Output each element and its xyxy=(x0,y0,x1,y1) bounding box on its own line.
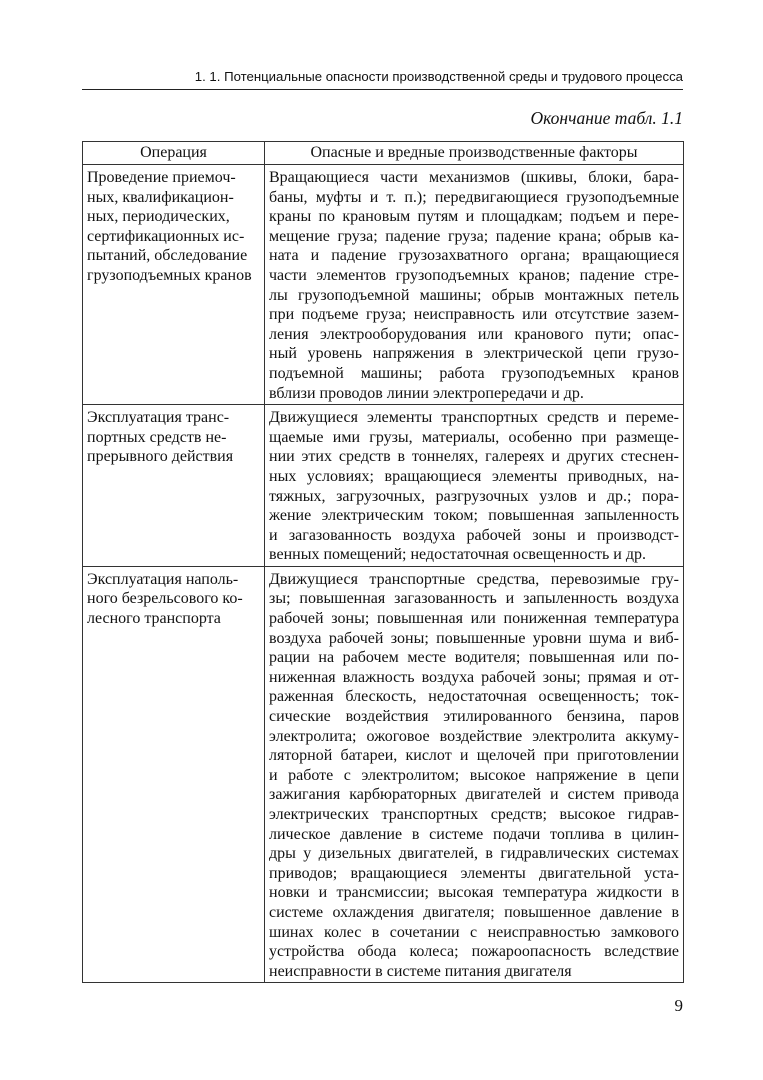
factors-line: зажигания карбюраторных двигателей и систем привода xyxy=(269,786,679,804)
factors-line: вблизи проводов линии электропередачи и др. xyxy=(269,384,584,402)
operation-line: пытаний, обследование xyxy=(87,247,248,265)
header-rule xyxy=(82,89,683,90)
operation-cell xyxy=(83,405,265,567)
operation-line: портных средств не- xyxy=(87,428,227,446)
factors-line: тяжных, загрузочных, разгрузочных узлов и др.; пора- xyxy=(269,487,679,505)
factors-line: сические воздействия этилированного бензина, паров xyxy=(269,708,679,726)
factors-line: баны, муфты и т. п.); передвигающиеся грузоподъемные xyxy=(269,188,679,206)
factors-line: мещение груза; падение груза; падение крана; обрыв ка- xyxy=(269,227,679,245)
factors-line: системе охлаждения двигателя; повышенное давление в xyxy=(269,903,679,921)
factors-line: раженная блескость, недостаточная освещенность; ток- xyxy=(269,688,679,706)
table-header-row xyxy=(83,142,684,165)
factors-line: нии этих средств в тоннелях, галереях и других стеснен- xyxy=(269,448,679,466)
factors-line: и работе с электролитом; высокое напряжение в цепи xyxy=(269,766,679,784)
column-header-operation: Операция xyxy=(83,142,265,165)
factors-line: краны по крановым путям и площадкам; подъем и пере- xyxy=(269,208,679,226)
factors-line: электрических транспортных средств; высокое гидрав- xyxy=(269,806,679,823)
operation-line: Проведение приемоч- xyxy=(87,169,236,186)
operation-line: сертификационных ис- xyxy=(87,227,245,245)
factors-line: ных условиях; вращающиеся элементы приводных, на- xyxy=(269,467,679,485)
operation-line: ных, периодических, xyxy=(87,208,230,226)
factors-cell xyxy=(265,165,684,405)
factors-line: дры у дизельных двигателей, в гидравлических системах xyxy=(269,845,679,863)
factors-line: лы грузоподъемной машины; обрыв монтажных петель xyxy=(269,286,679,304)
factors-line: и загазованность воздуха рабочей зоны и производст- xyxy=(269,526,679,544)
table-row xyxy=(83,566,684,982)
factors-line: электролита; ожоговое воздействие электролита аккуму- xyxy=(269,727,679,745)
column-header-factors: Опасные и вредные производственные факторы xyxy=(265,142,684,165)
operation-cell xyxy=(83,165,265,405)
operation-line: прерывного действия xyxy=(87,448,234,466)
factors-line: ления электрооборудования или кранового пути; опас- xyxy=(269,325,679,343)
table-row xyxy=(83,405,684,567)
operation-line: грузоподъемных кранов xyxy=(87,266,252,284)
factors-line: жение электрическим током; повышенная запыленность xyxy=(269,507,679,525)
factors-line: рации на рабочем месте водителя; повышенная или по- xyxy=(269,649,679,667)
factors-line: Движущиеся транспортные средства, перевозимые гру- xyxy=(269,570,679,588)
factors-cell xyxy=(265,405,684,567)
factors-line: ляторной батареи, кислот и щелочей при приготовлении xyxy=(269,747,679,765)
factors-line: лическое давление в системе подачи топлива в цилин- xyxy=(269,825,679,843)
factors-line: ный уровень напряжения в электрической цепи грузо- xyxy=(269,345,679,363)
table-caption: Окончание табл. 1.1 xyxy=(530,108,683,128)
factors-line: ната и падение грузозахватного органа; вращающиеся xyxy=(269,247,679,265)
operation-line: ного безрельсового ко- xyxy=(87,590,243,608)
factors-line: рабочей зоны; повышенная или пониженная температура xyxy=(269,610,679,628)
factors-line: при подъеме груза; неисправность или отсутствие зазем- xyxy=(269,306,679,324)
factors-line: новки и трансмиссии; высокая температура жидкости в xyxy=(269,884,679,902)
running-header: 1. 1. Потенциальные опасности производственной среды и трудового процесса xyxy=(194,69,683,84)
factors-line: неисправности в системе питания двигателя xyxy=(269,962,572,980)
factors-line: приводов; вращающиеся элементы двигательной уста- xyxy=(269,864,679,882)
factors-line: ниженная влажность воздуха рабочей зоны; прямая и от- xyxy=(269,668,679,686)
factors-line: шинах колес в сочетании с неисправностью замкового xyxy=(269,923,679,941)
operation-line: Эксплуатация наполь- xyxy=(87,570,239,588)
factors-line: Вращающиеся части механизмов (шкивы, блоки, бара- xyxy=(269,169,679,186)
factors-line: зы; повышенная загазованность и запыленность воздуха xyxy=(269,590,679,608)
hazards-table xyxy=(82,141,684,983)
factors-line: венных помещений; недостаточная освещенность и др. xyxy=(269,546,646,564)
table-row xyxy=(83,165,684,405)
operation-line: лесного транспорта xyxy=(87,610,221,628)
factors-line: воздуха рабочей зоны; повышенные уровни шума и виб- xyxy=(269,629,679,647)
operation-line: ных, квалификацион- xyxy=(87,188,234,206)
page-number: 9 xyxy=(674,996,683,1015)
factors-line: устройства обода колеса; пожароопасность вследствие xyxy=(269,943,679,961)
factors-line: подъемной машины; работа грузоподъемных кранов xyxy=(269,364,679,382)
factors-cell xyxy=(265,566,684,982)
factors-line: части элементов грузоподъемных кранов; падение стре- xyxy=(269,266,679,284)
factors-line: щаемые ими грузы, материалы, особенно при размеще- xyxy=(269,428,679,446)
factors-line: Движущиеся элементы транспортных средств и переме- xyxy=(269,409,679,427)
operation-cell xyxy=(83,566,265,982)
operation-line: Эксплуатация транс- xyxy=(87,409,230,427)
